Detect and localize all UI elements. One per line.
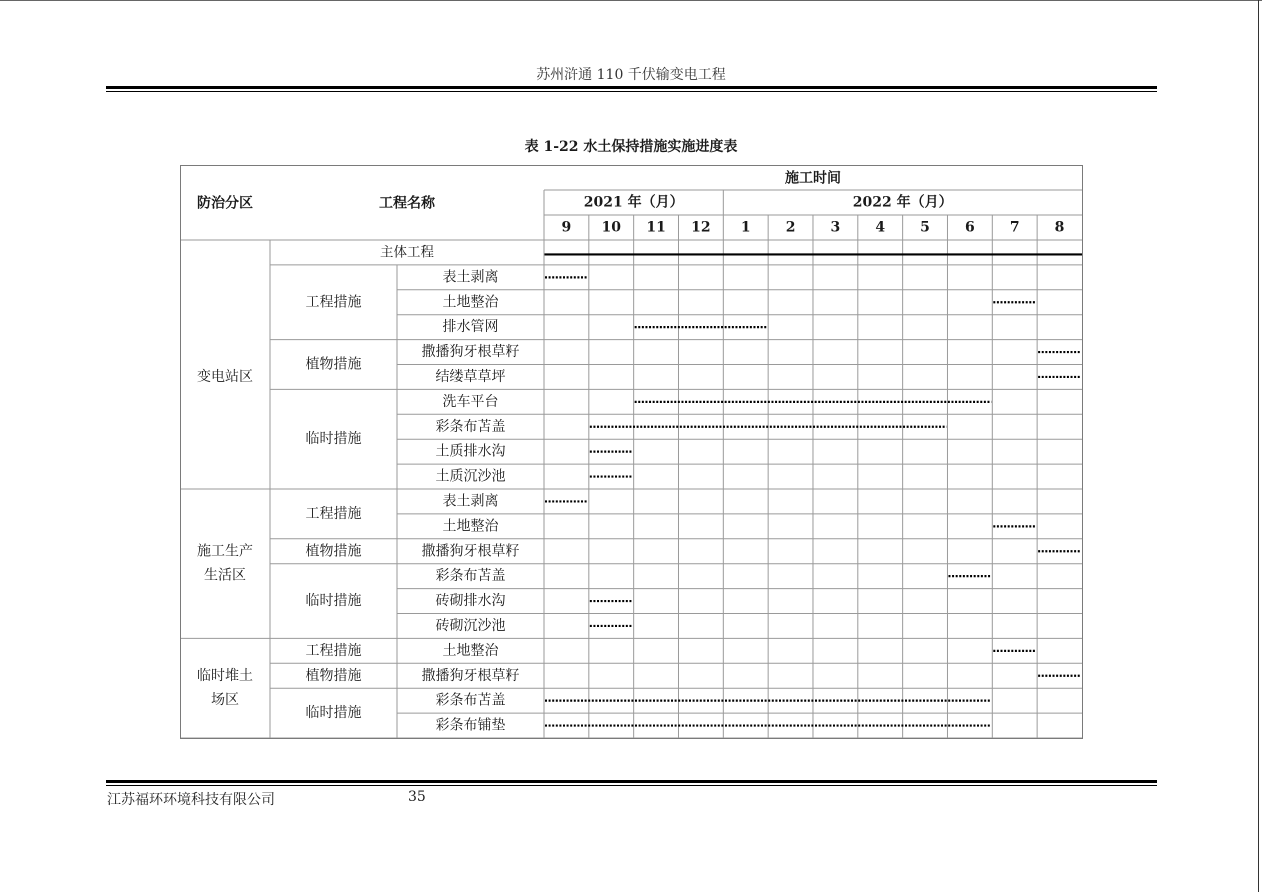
measure-item-label: 撒播狗牙根草籽 bbox=[421, 667, 520, 684]
month-label: 1 bbox=[740, 219, 751, 236]
year-2022-header: 2022 年（月） bbox=[852, 194, 953, 211]
schedule-table bbox=[180, 165, 1084, 743]
measure-group-label: 工程措施 bbox=[305, 505, 362, 522]
measure-item-label: 排水管网 bbox=[442, 319, 499, 336]
time-header: 施工时间 bbox=[785, 170, 841, 187]
zone-name: 生活区 bbox=[204, 567, 246, 584]
measure-group-label: 临时措施 bbox=[305, 705, 362, 722]
measure-item-label: 结缕草草坪 bbox=[435, 368, 506, 385]
month-label: 4 bbox=[875, 219, 886, 236]
zone-name: 变电站区 bbox=[197, 368, 253, 385]
zone-name: 施工生产 bbox=[197, 543, 253, 560]
measure-item-label: 土地整治 bbox=[442, 294, 499, 311]
measure-item-label: 砖砌沉沙池 bbox=[435, 617, 506, 634]
year-2021-header: 2021 年（月） bbox=[583, 194, 684, 211]
project-header: 工程名称 bbox=[379, 195, 435, 212]
footer-rule-thick bbox=[106, 780, 1157, 783]
measure-group-label: 临时措施 bbox=[305, 431, 362, 448]
measure-group-label: 植物措施 bbox=[305, 356, 362, 373]
month-label: 7 bbox=[1009, 219, 1020, 236]
measure-item-label: 表土剥离 bbox=[442, 269, 499, 286]
measure-item-label: 彩条布苫盖 bbox=[435, 692, 506, 709]
measure-item-label: 撒播狗牙根草籽 bbox=[421, 543, 520, 560]
measure-group-label: 植物措施 bbox=[305, 543, 362, 560]
zone-name: 场区 bbox=[211, 692, 239, 709]
page-edge-top bbox=[0, 0, 1262, 1]
month-label: 10 bbox=[601, 219, 621, 236]
zone-header: 防治分区 bbox=[197, 195, 253, 212]
measure-item-label: 彩条布铺垫 bbox=[435, 717, 506, 734]
table-caption: 表 1-22 水土保持措施实施进度表 bbox=[524, 139, 738, 155]
footer-rule-thin bbox=[106, 785, 1157, 786]
header-rule-thick bbox=[106, 86, 1157, 89]
month-label: 5 bbox=[920, 219, 930, 236]
measure-item-label: 彩条布苫盖 bbox=[435, 418, 506, 435]
measure-group-label: 工程措施 bbox=[305, 642, 362, 659]
page-number: 35 bbox=[408, 789, 426, 805]
main-project-label: 主体工程 bbox=[380, 244, 434, 261]
month-label: 12 bbox=[691, 219, 711, 236]
measure-item-label: 砖砌排水沟 bbox=[435, 593, 506, 610]
footer-company: 江苏福环环境科技有限公司 bbox=[107, 792, 275, 808]
month-label: 11 bbox=[646, 219, 666, 236]
measure-item-label: 土质沉沙池 bbox=[435, 468, 506, 485]
measure-item-label: 洗车平台 bbox=[442, 393, 499, 410]
page-edge-right bbox=[1258, 0, 1259, 892]
document-header-title: 苏州浒通 110 千伏输变电工程 bbox=[536, 67, 726, 83]
measure-item-label: 撒播狗牙根草籽 bbox=[421, 344, 520, 361]
zone-name: 临时堆土 bbox=[197, 668, 253, 685]
measure-item-label: 彩条布苫盖 bbox=[435, 568, 506, 585]
measure-group-label: 植物措施 bbox=[305, 667, 362, 684]
header-rule-thin bbox=[106, 91, 1157, 92]
month-label: 2 bbox=[785, 219, 796, 236]
measure-item-label: 表土剥离 bbox=[442, 493, 499, 510]
month-label: 8 bbox=[1054, 219, 1065, 236]
month-label: 3 bbox=[830, 219, 841, 236]
month-label: 6 bbox=[965, 219, 975, 236]
measure-item-label: 土地整治 bbox=[442, 642, 499, 659]
month-label: 9 bbox=[561, 219, 572, 236]
measure-group-label: 临时措施 bbox=[305, 593, 362, 610]
measure-item-label: 土地整治 bbox=[442, 518, 499, 535]
measure-group-label: 工程措施 bbox=[305, 294, 362, 311]
measure-item-label: 土质排水沟 bbox=[435, 443, 506, 460]
